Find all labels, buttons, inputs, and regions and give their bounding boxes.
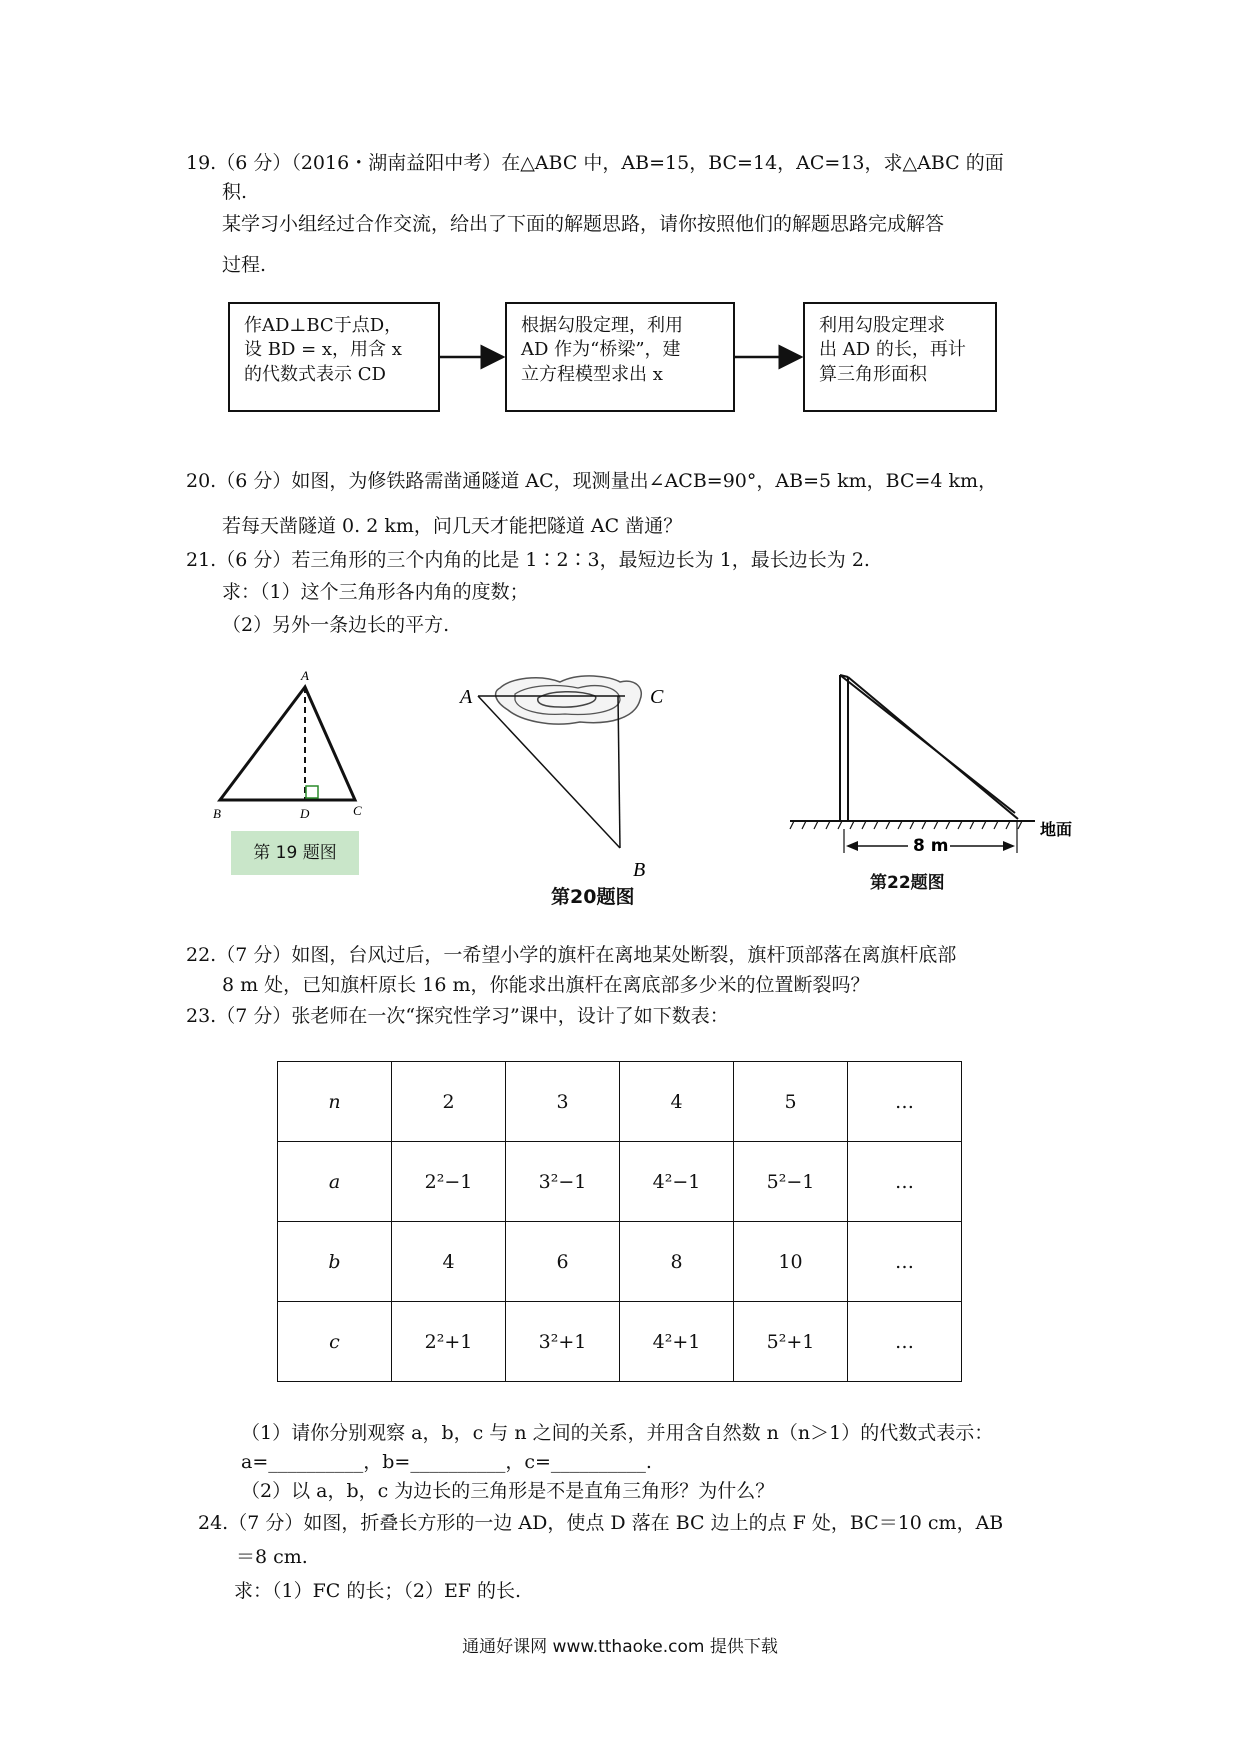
table-cell: … — [848, 1062, 962, 1142]
flow-box-2-line3: 立方程模型求出 x — [521, 363, 663, 385]
table-cell: b — [278, 1222, 392, 1302]
q22-line2: 8 m 处，已知旗杆原长 16 m，你能求出旗杆在离底部多少米的位置断裂吗？ — [222, 974, 870, 996]
flow-box-1-line3: 的代数式表示 CD — [244, 363, 386, 385]
flow-box-2-line1: 根据勾股定理，利用 — [521, 315, 683, 336]
q19-line1: 19.（6 分）（2016・湖南益阳中考）在△ABC 中，AB=15，BC=14，AC=13，求△ABC 的面 — [186, 152, 1004, 174]
fig20-label-b: B — [633, 859, 646, 881]
q19-line3: 某学习小组经过合作交流，给出了下面的解题思路，请你按照他们的解题思路完成解答 — [222, 213, 945, 235]
flow-box-3-line2: 出 AD 的长，再计 — [819, 339, 966, 361]
fig22-caption: 第22题图 — [870, 873, 945, 893]
fig19-label-d: D — [300, 806, 310, 821]
table-cell: 4 — [620, 1062, 734, 1142]
fig20-label-a: A — [460, 686, 473, 708]
fig22-ground-label: 地面 — [1040, 820, 1073, 839]
q20-line2: 若每天凿隧道 0. 2 km，问几天才能把隧道 AC 凿通？ — [222, 515, 683, 537]
q21-line2: 求：（1）这个三角形各内角的度数； — [222, 581, 529, 603]
table-cell: 3 — [506, 1062, 620, 1142]
q22-line1: 22.（7 分）如图，台风过后，一希望小学的旗杆在离地某处断裂，旗杆顶部落在离旗杆底部 — [186, 944, 957, 966]
fig20-label-c: C — [650, 686, 664, 708]
q23-table — [277, 1061, 962, 1382]
table-cell: 5²+1 — [734, 1302, 848, 1382]
flow-box-2-line2: AD 作为“桥梁”，建 — [521, 339, 681, 361]
fig19-label-b: B — [213, 806, 221, 821]
q21-line1: 21.（6 分）若三角形的三个内角的比是 1∶2∶3，最短边长为 1，最长边长为 2. — [186, 549, 870, 571]
q23-part1b: a=__________，b=__________，c=__________. — [241, 1451, 652, 1473]
q20-line1: 20.（6 分）如图，为修铁路需凿通隧道 AC，现测量出∠ACB=90°，AB=5 km，BC=4 km， — [186, 470, 998, 492]
table-cell: 3²−1 — [506, 1142, 620, 1222]
fig19-label-a: A — [301, 668, 309, 683]
table-cell: 3²+1 — [506, 1302, 620, 1382]
table-row — [278, 1222, 962, 1302]
table-cell: … — [848, 1302, 962, 1382]
flow-box-1-line2: 设 BD = x，用含 x — [244, 339, 402, 361]
table-cell: 4²+1 — [620, 1302, 734, 1382]
q24-line3: 求：（1）FC 的长；（2）EF 的长. — [234, 1580, 522, 1602]
flow-box-3-line3: 算三角形面积 — [819, 363, 927, 385]
fig19-label-c: C — [353, 803, 362, 818]
q23-part1: （1）请你分别观察 a，b，c 与 n 之间的关系，并用含自然数 n（n＞1）的代数式表示： — [241, 1422, 994, 1444]
fig22-dim: 8 m — [913, 836, 949, 856]
flow-box-1-line1: 作AD⊥BC于点D， — [244, 315, 403, 336]
table-cell: a — [278, 1142, 392, 1222]
fig19-triangle — [210, 665, 410, 825]
table-cell: 2²−1 — [392, 1142, 506, 1222]
table-cell: 2²+1 — [392, 1302, 506, 1382]
table-cell: 6 — [506, 1222, 620, 1302]
table-cell: 2 — [392, 1062, 506, 1142]
fig19-caption: 第 19 题图 — [231, 831, 359, 875]
q19-line4: 过程. — [222, 254, 267, 276]
fig20-caption: 第20题图 — [551, 886, 635, 908]
table-cell: 4²−1 — [620, 1142, 734, 1222]
flow-box-3-line1: 利用勾股定理求 — [819, 315, 945, 336]
table-cell: 10 — [734, 1222, 848, 1302]
table-cell: … — [848, 1222, 962, 1302]
table-cell: 5 — [734, 1062, 848, 1142]
table-cell: c — [278, 1302, 392, 1382]
table-row — [278, 1142, 962, 1222]
table-row — [278, 1302, 962, 1382]
q24-line1: 24.（7 分）如图，折叠长方形的一边 AD，使点 D 落在 BC 边上的点 F 处，BC＝10 cm，AB — [198, 1512, 1004, 1534]
fig22-ground-hatch — [790, 821, 1022, 829]
table-cell: 5²−1 — [734, 1142, 848, 1222]
q23-part2: （2）以 a，b，c 为边长的三角形是不是直角三角形？为什么？ — [241, 1480, 775, 1502]
fig20-tunnel — [460, 670, 700, 890]
page-footer: 通通好课网 www.tthaoke.com 提供下载 — [462, 1637, 778, 1657]
q24-line2: ＝8 cm. — [236, 1546, 308, 1568]
q21-line3: （2）另外一条边长的平方. — [222, 614, 450, 636]
q19-line2: 积. — [222, 181, 248, 203]
table-cell: 8 — [620, 1222, 734, 1302]
q23-line1: 23.（7 分）张老师在一次“探究性学习”课中，设计了如下数表： — [186, 1005, 729, 1027]
table-row — [278, 1062, 962, 1142]
table-cell: n — [278, 1062, 392, 1142]
flow-arrows — [0, 0, 1240, 500]
fig22-flagpole — [790, 665, 1110, 865]
table-cell: … — [848, 1142, 962, 1222]
table-cell: 4 — [392, 1222, 506, 1302]
